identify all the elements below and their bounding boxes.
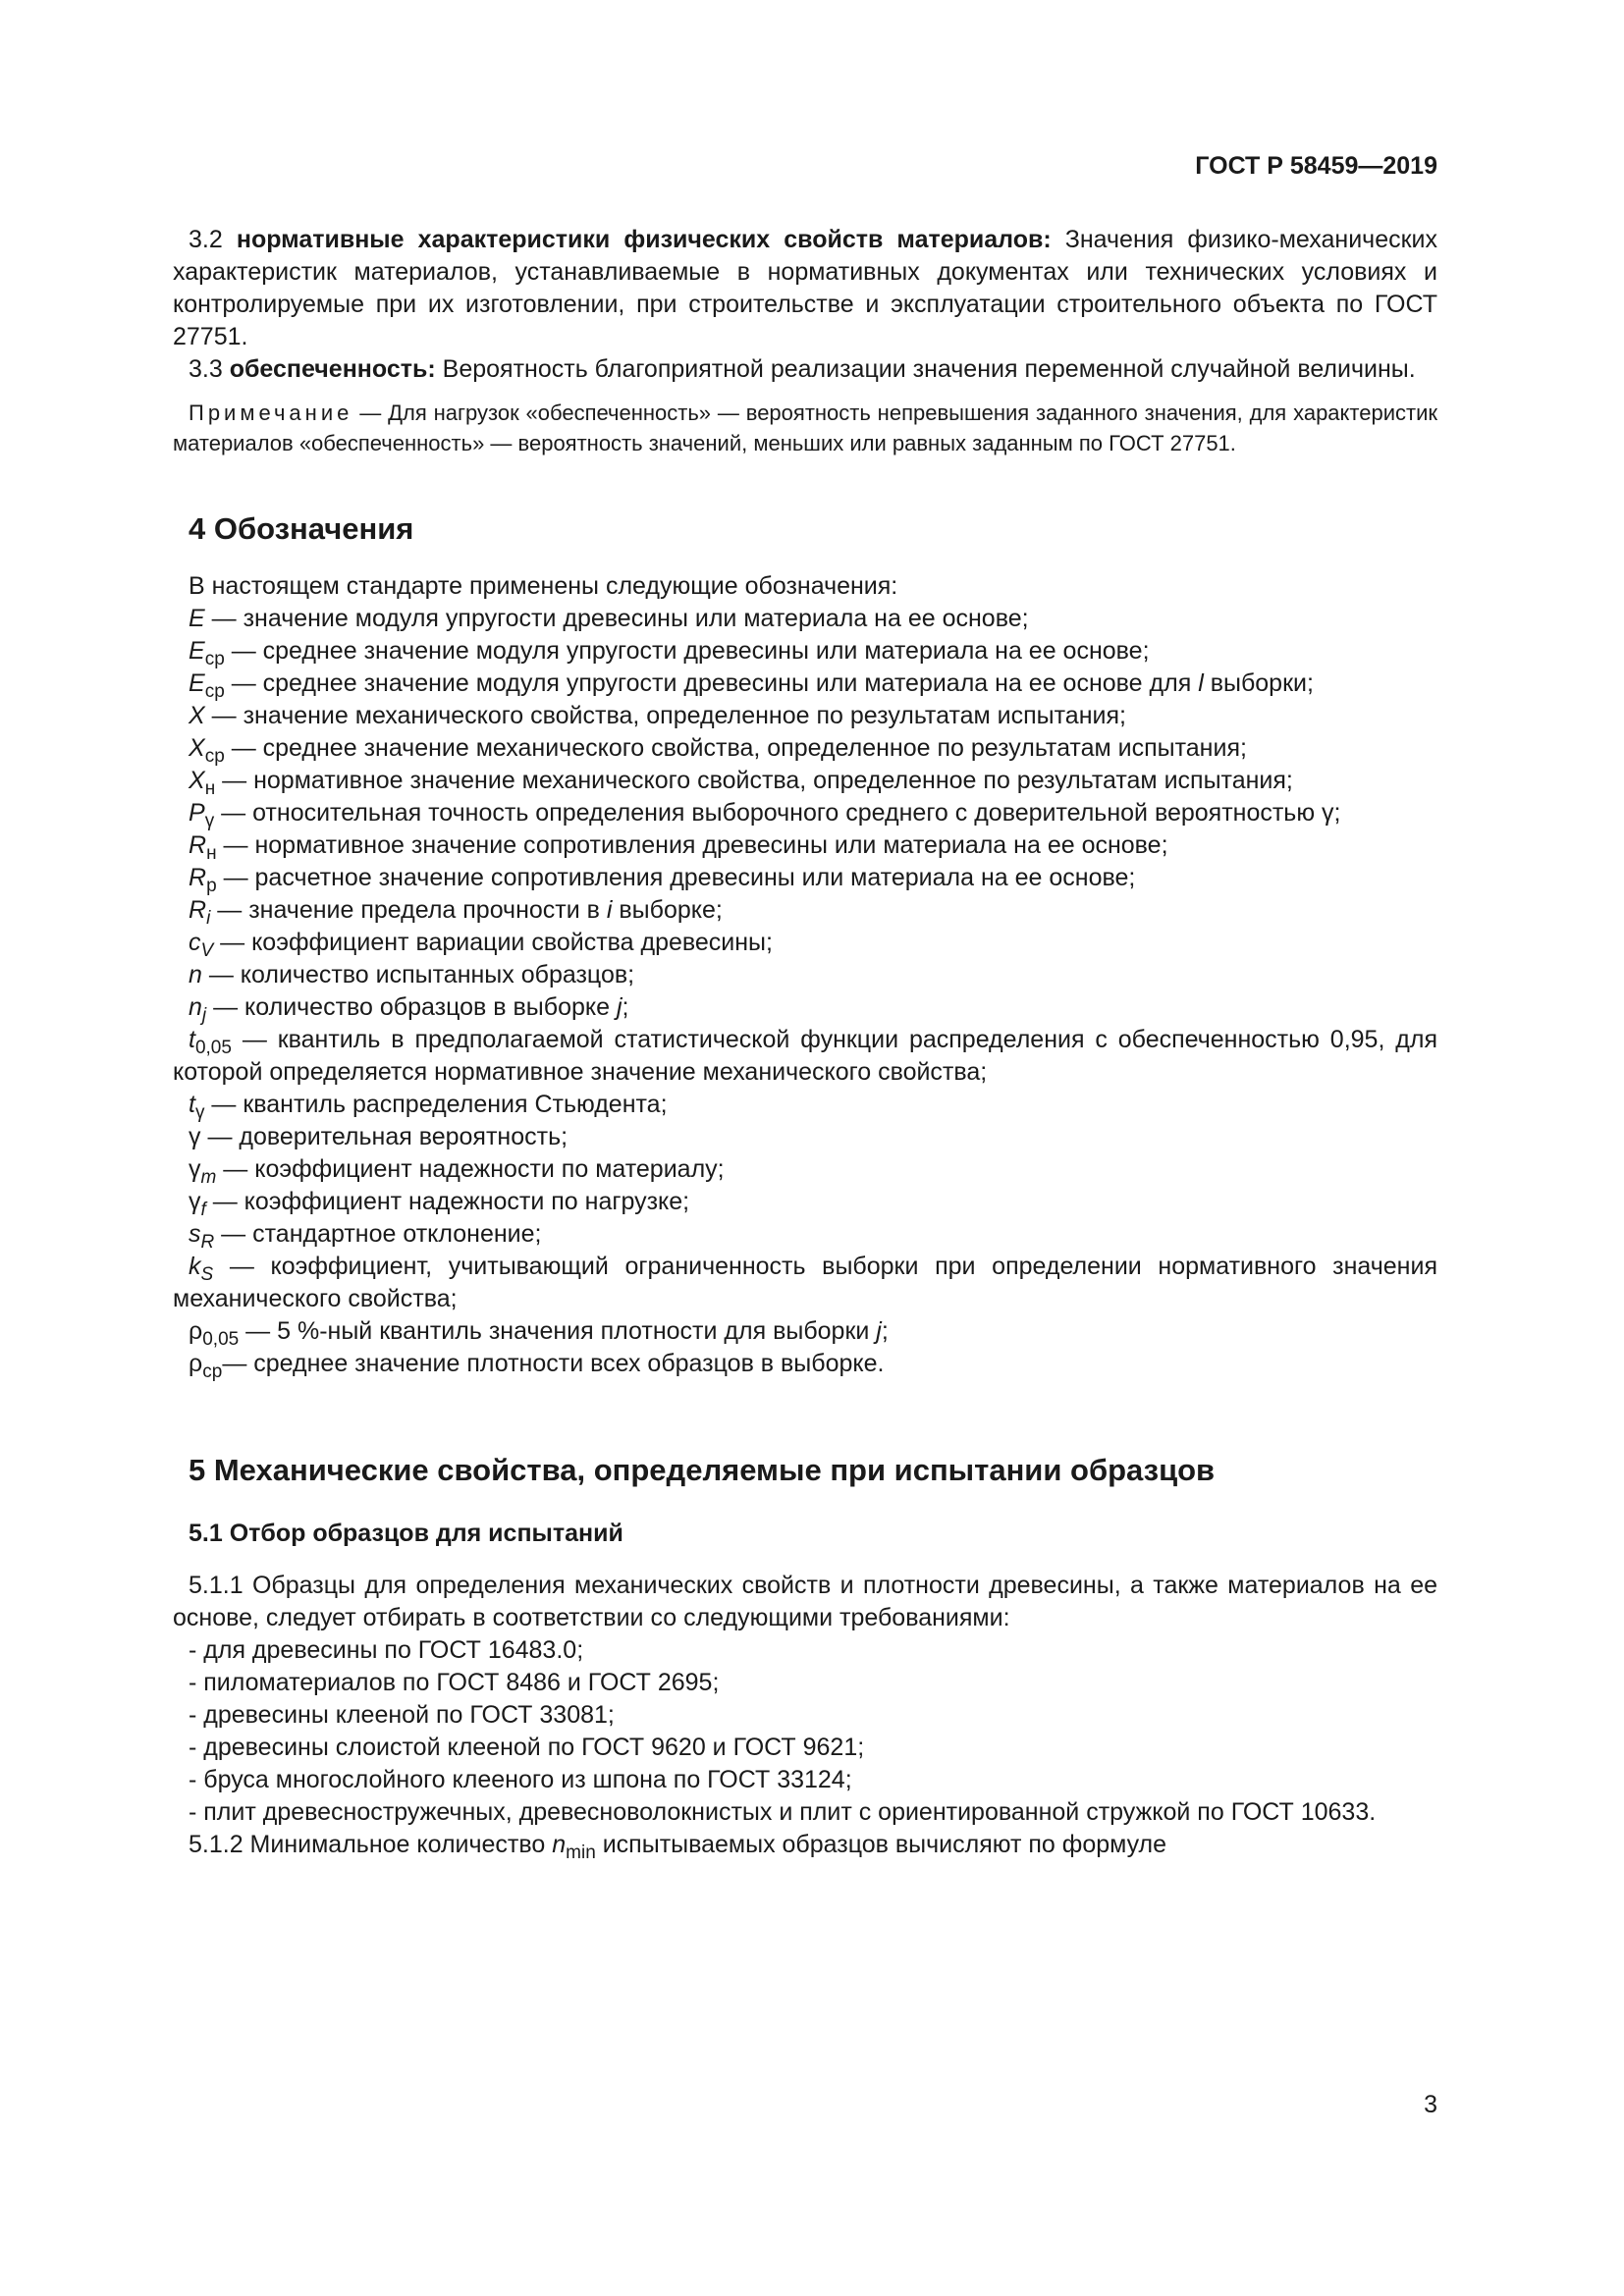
paragraph-3-2 <box>173 224 1437 353</box>
symbol-entry <box>173 700 1437 732</box>
paragraph-3-3 <box>173 353 1437 386</box>
list-item: - пиломатериалов по ГОСТ 8486 и ГОСТ 2695; <box>189 1669 720 1696</box>
symbol-description-end: ; <box>622 993 629 1021</box>
symbol-description: — коэффициент надежности по нагрузке; <box>205 1188 690 1215</box>
symbol-entry <box>173 1121 1437 1153</box>
symbol-description: — стандартное отклонение; <box>214 1220 542 1248</box>
symbol: t <box>189 1026 195 1053</box>
symbol-entry <box>173 765 1437 797</box>
symbol: ρ <box>189 1317 203 1345</box>
symbol-description: — среднее значение плотности всех образцов в выборке. <box>222 1350 885 1377</box>
symbol-subscript: V <box>200 940 214 961</box>
symbol-description-end: выборке; <box>612 896 723 924</box>
symbol: R <box>189 831 207 859</box>
symbol-entry <box>173 1153 1437 1186</box>
symbol-description: — среднее значение механического свойства, определенное по результатам испытания; <box>224 734 1247 762</box>
symbol-subscript: р <box>206 876 217 896</box>
symbol-description: — нормативное значение механического свойства, определенное по результатам испытания; <box>215 767 1293 794</box>
symbol: X <box>189 734 205 762</box>
symbol-description: — 5 %-ный квантиль значения плотности для выборки <box>239 1317 877 1345</box>
symbol: s <box>189 1220 201 1248</box>
section-5-title: 5 Механические свойства, определяемые при испытании образцов <box>189 1453 1216 1487</box>
term: обеспеченность: <box>229 355 436 383</box>
symbol-entry <box>173 732 1437 765</box>
symbol: X <box>189 767 205 794</box>
symbol-subscript: н <box>206 843 217 864</box>
symbol: R <box>189 896 207 924</box>
paragraph-5-1-2 <box>173 1829 1437 1861</box>
symbols-intro: В настоящем стандарте применены следующие обозначения: <box>189 572 898 600</box>
symbol-subscript: ср <box>204 649 225 669</box>
clause-number: 3.2 <box>189 226 223 253</box>
symbol-description: — значение предела прочности в <box>210 896 607 924</box>
symbol-entry <box>173 603 1437 635</box>
symbol: n <box>189 961 202 988</box>
symbol: E <box>189 605 205 632</box>
symbol-subscript: j <box>201 1005 207 1026</box>
symbol: γ <box>189 1188 201 1215</box>
symbol: ρ <box>189 1350 203 1377</box>
page-number: 3 <box>1424 2091 1437 2118</box>
symbol: c <box>189 929 201 956</box>
symbol-description: — коэффициент вариации свойства древесины; <box>213 929 773 956</box>
definition-text: Значения физико-механических характеристик материалов, устанавливаемые в нормативных документах или технических условиях и контролируемые при их изготовлении, при строительстве и эксплуатации строительного объекта по ГОСТ 27751. <box>173 226 1438 350</box>
symbol-entry <box>173 797 1437 829</box>
symbol: k <box>189 1253 201 1280</box>
symbol-entry <box>173 667 1437 700</box>
symbol-subscript: i <box>206 908 211 929</box>
symbol-subscript: н <box>204 778 216 799</box>
description-variable: j <box>876 1317 882 1345</box>
symbol-subscript: m <box>200 1167 217 1188</box>
symbol-description: — доверительная вероятность; <box>200 1123 568 1150</box>
symbol-description: — квантиль распределения Стьюдента; <box>204 1091 668 1118</box>
symbol-description-end: выборки; <box>1203 669 1314 697</box>
list-item: - бруса многослойного клееного из шпона по ГОСТ 33124; <box>189 1766 852 1793</box>
note-text: — Для нагрузок «обеспеченность» — вероятность непревышения заданного значения, для характеристик материалов «обеспеченность» — вероятность значений, меньших или равных заданным по ГОСТ 27751. <box>173 400 1437 455</box>
symbol-entry <box>173 927 1437 959</box>
p512-text-pre: 5.1.2 Минимальное количество <box>189 1831 553 1858</box>
symbol-entry <box>173 1218 1437 1251</box>
term: нормативные характеристики физических свойств материалов: <box>236 226 1052 253</box>
symbol-list <box>173 603 1437 1380</box>
description-variable: l <box>1198 669 1204 697</box>
symbol-entry <box>173 1186 1437 1218</box>
symbol: γ <box>189 1123 201 1150</box>
paragraph-5-1-1: 5.1.1 Образцы для определения механических свойств и плотности древесины, а также материалов на ее основе, следует отбирать в соответствии со следующими требованиями: <box>173 1572 1437 1631</box>
symbol-entry <box>173 1089 1437 1121</box>
symbol-description: — относительная точность определения выборочного среднего с доверительной вероятностью γ; <box>214 799 1341 827</box>
symbol-description: — значение модуля упругости древесины или материала на ее основе; <box>204 605 1029 632</box>
symbol-subscript: 0,05 <box>194 1038 232 1058</box>
symbol-description: — количество испытанных образцов; <box>201 961 635 988</box>
symbol-subscript: γ <box>194 1102 205 1123</box>
symbol-description: — значение механического свойства, определенное по результатам испытания; <box>204 702 1126 729</box>
symbol-subscript: min <box>566 1842 596 1863</box>
symbol-subscript: S <box>200 1264 214 1285</box>
symbol-subscript: R <box>200 1232 215 1253</box>
symbol-entry <box>173 829 1437 862</box>
list-item: - древесины слоистой клееной по ГОСТ 9620 и ГОСТ 9621; <box>189 1734 865 1761</box>
symbol-entry <box>173 1348 1437 1380</box>
section-4-title: 4 Обозначения <box>189 511 414 546</box>
symbol-entry <box>173 1024 1437 1089</box>
symbol: P <box>189 799 205 827</box>
list-item: - плит древесностружечных, древесноволокнистых и плит с ориентированной стружкой по ГОСТ 10633. <box>189 1798 1377 1826</box>
symbol-description: — количество образцов в выборке <box>206 993 617 1021</box>
symbol-description: — расчетное значение сопротивления древесины или материала на ее основе; <box>216 864 1136 891</box>
symbol-subscript: ср <box>204 681 225 702</box>
symbol: E <box>189 669 205 697</box>
list-item: - для древесины по ГОСТ 16483.0; <box>189 1636 584 1664</box>
symbol-subscript: γ <box>204 811 215 831</box>
symbol-subscript: ср <box>204 746 225 767</box>
symbol-subscript: f <box>200 1200 206 1220</box>
symbol-entry <box>173 1251 1437 1315</box>
symbol: n <box>189 993 202 1021</box>
symbol-entry <box>173 894 1437 927</box>
note-label: Примечание <box>189 400 353 425</box>
subsection-5-1-title: 5.1 Отбор образцов для испытаний <box>189 1520 623 1547</box>
page-content <box>173 224 1437 1861</box>
symbol: R <box>189 864 207 891</box>
symbol-subscript: ср <box>202 1362 223 1382</box>
symbol: E <box>189 637 205 665</box>
symbol-description: — нормативное значение сопротивления древесины или материала на ее основе; <box>216 831 1168 859</box>
symbol: n <box>552 1831 567 1858</box>
symbol-description: — коэффициент, учитывающий ограниченность выборки при определении нормативного значения механического свойства; <box>173 1253 1437 1312</box>
symbol-description: — среднее значение модуля упругости древесины или материала на ее основе для <box>224 669 1199 697</box>
symbol-description-end: ; <box>881 1317 889 1345</box>
symbol: γ <box>189 1155 201 1183</box>
clause-number: 3.3 <box>189 355 223 383</box>
document-id-header: ГОСТ Р 58459—2019 <box>1195 152 1437 180</box>
symbol-entry <box>173 862 1437 894</box>
list-item: - древесины клееной по ГОСТ 33081; <box>189 1701 615 1729</box>
symbol-entry <box>173 635 1437 667</box>
symbol-entry <box>173 991 1437 1024</box>
note-3-3 <box>173 398 1437 458</box>
symbol: t <box>189 1091 195 1118</box>
p512-text-post: испытываемых образцов вычисляют по формуле <box>602 1831 1167 1858</box>
description-variable: j <box>616 993 623 1021</box>
symbol-description: — коэффициент надежности по материалу; <box>216 1155 725 1183</box>
symbol-description: — квантиль в предполагаемой статистической функции распределения с обеспеченностью 0,95, для которой определяется нормативное значение механического свойства; <box>173 1026 1437 1086</box>
symbol-subscript: 0,05 <box>202 1329 240 1350</box>
symbol-entry <box>173 1315 1437 1348</box>
symbol-entry <box>173 959 1437 991</box>
requirements-list <box>173 1634 1437 1829</box>
definition-text: Вероятность благоприятной реализации значения переменной случайной величины. <box>442 355 1416 383</box>
description-variable: i <box>606 896 613 924</box>
symbol-description: — среднее значение модуля упругости древесины или материала на ее основе; <box>224 637 1150 665</box>
symbol: X <box>189 702 205 729</box>
